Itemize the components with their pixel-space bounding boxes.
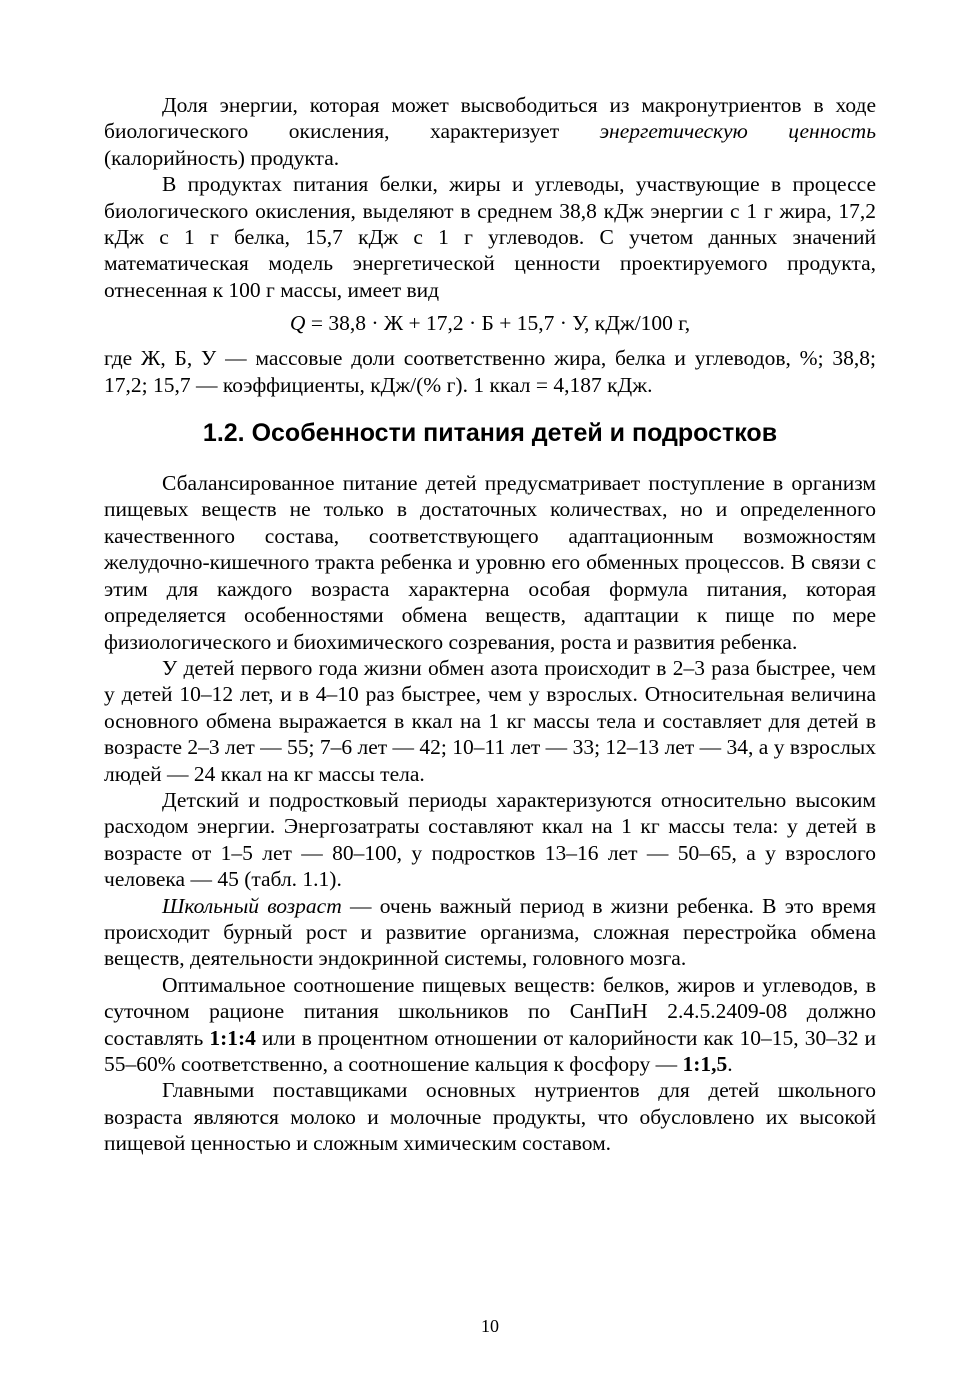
- paragraph-energy-expenditure: Детский и подростковый периоды характеризуются относительно высоким расходом энергии. Энергозатраты составляют ккал на 1 кг массы тела: у детей в возрасте от 1–5 лет — 80–100, у подростков 13–16 лет — 50–65, а у взрослого человека — 45 (табл. 1.1).: [104, 787, 876, 892]
- paragraph-nutrient-ratio: Оптимальное соотношение пищевых веществ: белков, жиров и углеводов, в суточном рационе питания школьников по СанПиН 2.4.5.2409-08 должно составлять 1:1:4 или в процентном отношении от калорийности как 10–15, 30–32 и 55–60% соответственно, а соотношение кальция к фосфору — 1:1,5.: [104, 972, 877, 1076]
- formula-variable: Q: [289, 311, 306, 336]
- paragraph-energy-value: Доля энергии, которая может высвободиться из макронутриентов в ходе биологического окисления, характеризует энергетическую ценность (калорийность) продукта.: [104, 93, 876, 170]
- page-body: [104, 92, 876, 1157]
- ratio-bold-1: 1:1:4: [209, 1025, 256, 1050]
- paragraph-formula-legend: где Ж, Б, У — массовые доли соответственно жира, белка и углеводов, %; 38,8; 17,2; 15,7 — коэффициенты, кДж/(% г). 1 ккал = 4,187 кДж.: [104, 346, 876, 397]
- formula-energy: Q = 38,8 · Ж + 17,2 · Б + 15,7 · У, кДж/100 г,: [289, 311, 691, 336]
- page-number: 10: [481, 1316, 499, 1336]
- term-school-age: Школьный возраст: [162, 893, 342, 918]
- paragraph-school-age: Школьный возраст — очень важный период в жизни ребенка. В это время происходит бурный рост и развитие организма, сложная перестройка обмена веществ, деятельности эндокринной системы, головного мозга.: [104, 893, 876, 971]
- paragraph-dairy-products: Главными поставщиками основных нутриентов для детей школьного возраста являются молоко и молочные продукты, что обусловлено их высокой пищевой ценностью и сложным химическим составом.: [104, 1078, 876, 1156]
- paragraph-balanced-nutrition: Сбалансированное питание детей предусматривает поступление в организм пищевых веществ не только в достаточных количествах, но и определенного качественного состава, соответствующего адаптационным возможностям желудочно-кишечного тракта ребенка и уровню его обменных процессов. В связи с этим для каждого возраста характерна особая формула питания, которая определяется особенностями обмена веществ, адаптации к пище по мере физиологического и биохимического созревания, роста и развития ребенка.: [104, 471, 876, 654]
- section-title: 1.2. Особенности питания детей и подростков: [202, 419, 778, 448]
- ratio-bold-2: 1:1,5: [682, 1052, 728, 1076]
- paragraph-nitrogen-metabolism: У детей первого года жизни обмен азота происходит в 2–3 раза быстрее, чем у детей 10–12 лет, и в 4–10 раз быстрее, чем у взрослых. Относительная величина основного обмена выражается в ккал на 1 кг массы тела и составляет для детей в возрасте 2–3 лет — 55; 7–6 лет — 42; 10–11 лет — 33; 12–13 лет — 34, а у взрослых людей — 24 ккал на кг массы тела.: [104, 655, 876, 786]
- term-energy-value: энергетическую ценность: [599, 119, 876, 144]
- paragraph-oxidation: В продуктах питания белки, жиры и углеводы, участвующие в процессе биологического окисления, выделяют в среднем 38,8 кДж энергии с 1 г жира, 17,2 кДж с 1 г белка, 15,7 кДж с 1 г углеводов. С учетом данных значений математическая модель энергетической ценности проектируемого продукта, отнесенная к 100 г массы, имеет вид: [104, 172, 876, 302]
